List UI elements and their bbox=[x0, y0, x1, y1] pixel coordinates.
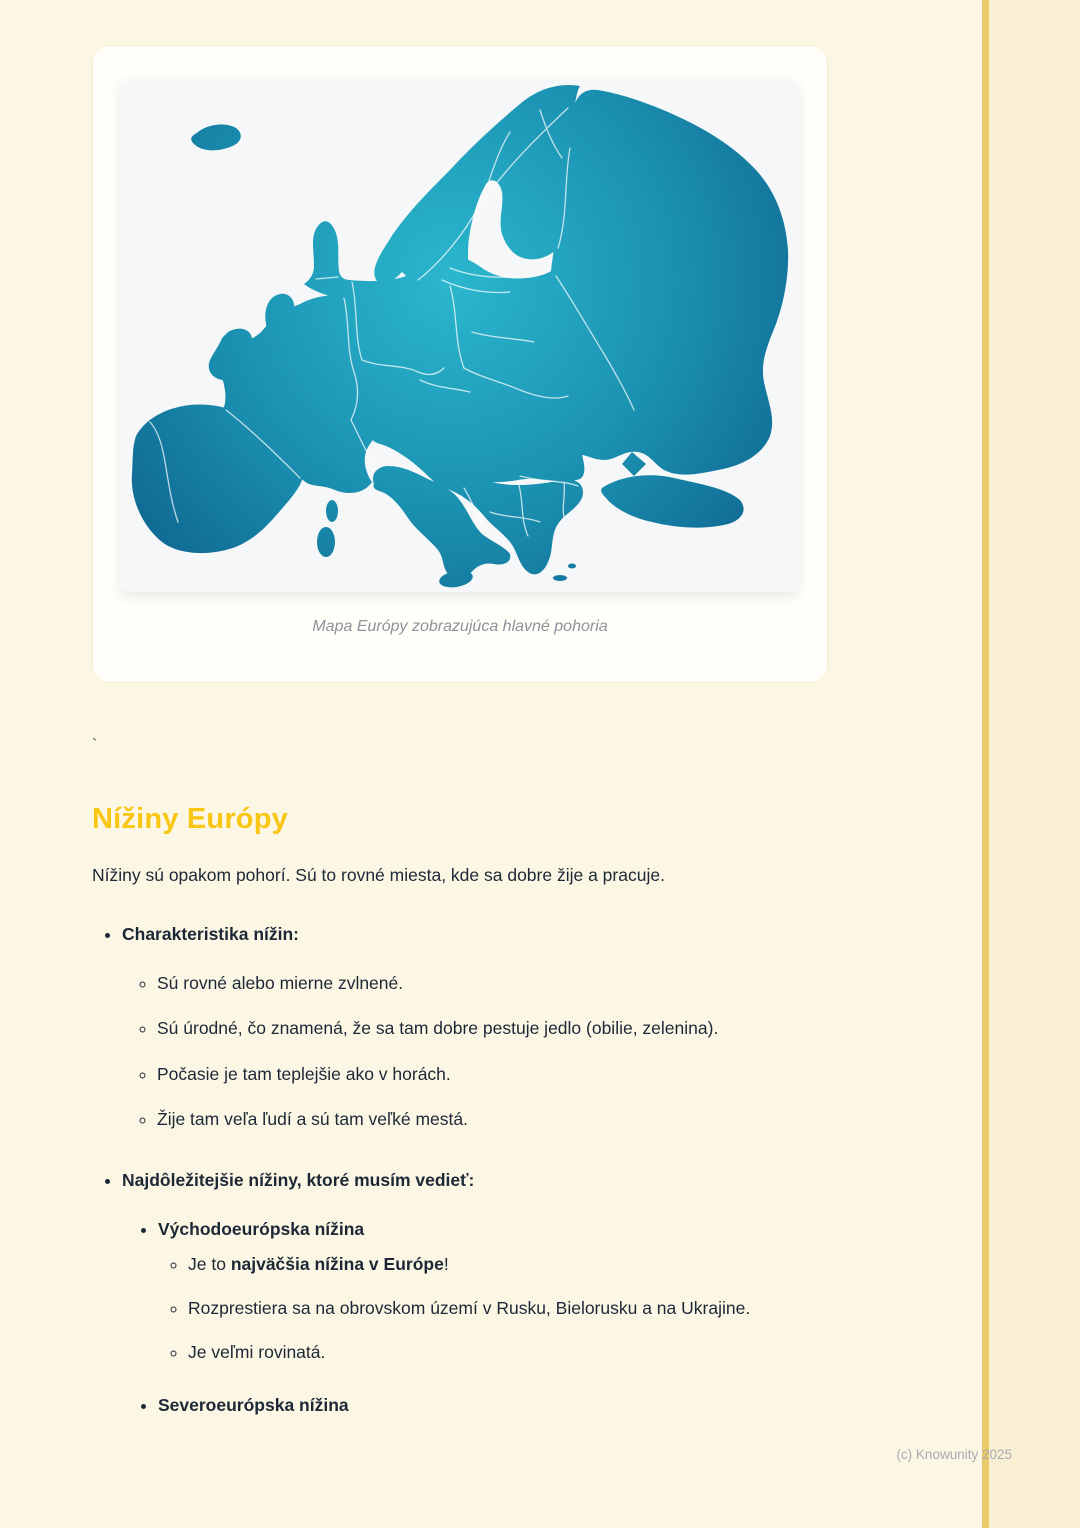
list-item-lowlands bbox=[122, 1167, 828, 1420]
page-edge-stripe bbox=[982, 0, 1080, 1528]
detail-text: Je to bbox=[188, 1254, 231, 1274]
copyright-watermark: (c) Knowunity 2025 bbox=[896, 1447, 1012, 1462]
characteristics-sublist bbox=[122, 970, 828, 1133]
lowland-detail-item: ◦ Rozprestiera sa na obrovskom území v Rusku, Bielorusku a na Ukrajine. bbox=[188, 1295, 788, 1322]
content-column bbox=[92, 45, 828, 1454]
map-figure bbox=[120, 80, 799, 592]
detail-text: ! bbox=[443, 1254, 449, 1274]
lowlands-label: Najdôležitejšie nížiny, ktoré musím vedieť: bbox=[122, 1169, 475, 1190]
intro-paragraph: Nížiny sú opakom pohorí. Sú to rovné miesta, kde sa dobre žije a pracuje. bbox=[92, 865, 665, 885]
detail-bold-text: najväčšia nížina v Európe bbox=[230, 1254, 444, 1274]
characteristic-item: ◦ Počasie je tam teplejšie ako v horách. bbox=[157, 1061, 828, 1088]
list-item-characteristics bbox=[122, 921, 828, 1133]
map-card bbox=[92, 45, 828, 683]
characteristic-item: ◦ Sú rovné alebo mierne zvlnené. bbox=[157, 970, 828, 997]
europe-map-image bbox=[120, 80, 799, 592]
map-caption: Mapa Európy zobrazujúca hlavné pohoria bbox=[312, 618, 608, 635]
characteristic-item: ◦ Žije tam veľa ľudí a sú tam veľké mestá. bbox=[157, 1106, 828, 1133]
characteristics-label: Charakteristika nížin: bbox=[122, 924, 299, 945]
lowland-name: Severoeurópska nížina bbox=[158, 1395, 349, 1416]
lowland-item-north-european bbox=[158, 1392, 828, 1419]
section-title: Nížiny Európy bbox=[92, 803, 288, 835]
lowland-item-east-european bbox=[158, 1216, 828, 1367]
lowland-name: Východoeurópska nížina bbox=[158, 1218, 365, 1239]
lowland-details bbox=[158, 1251, 828, 1366]
lowland-detail-item: ◦ Je veľmi rovinatá. bbox=[188, 1339, 788, 1366]
notes-list bbox=[92, 921, 828, 1419]
characteristic-item: ◦ Sú úrodné, čo znamená, že sa tam dobre pestuje jedlo (obilie, zelenina). bbox=[157, 1015, 828, 1042]
stray-backtick: ` bbox=[92, 737, 98, 754]
lowland-detail-item bbox=[188, 1251, 788, 1278]
lowlands-list bbox=[122, 1216, 828, 1420]
europe-landmass bbox=[132, 85, 788, 590]
